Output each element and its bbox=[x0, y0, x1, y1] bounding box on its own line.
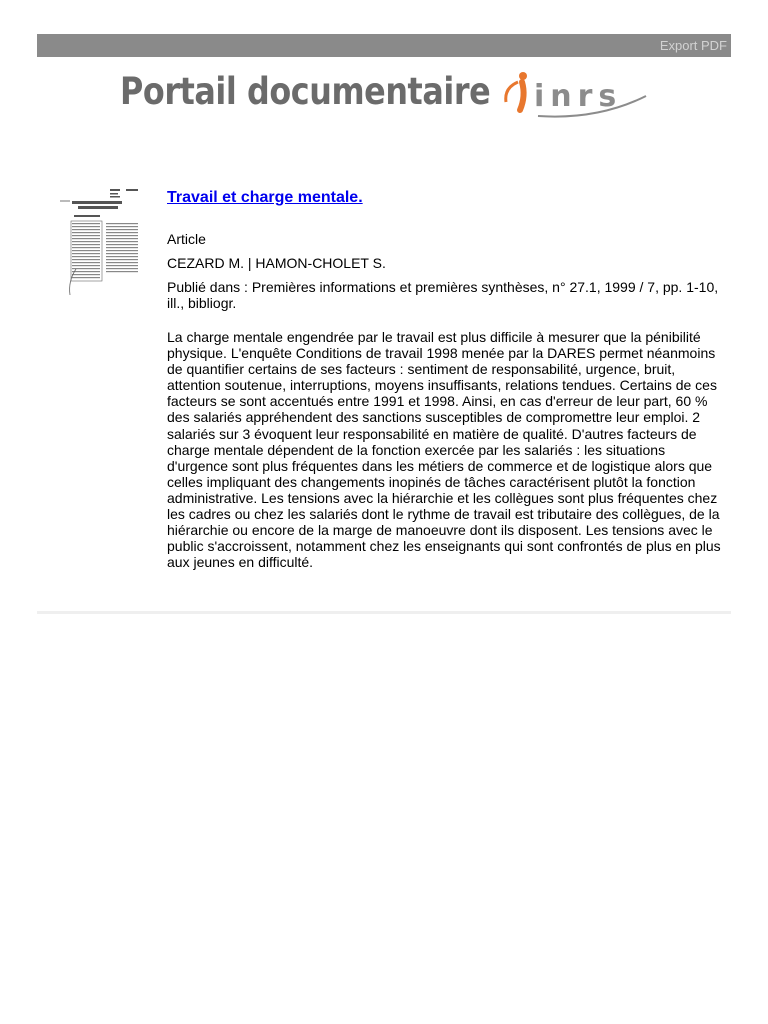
document-thumbnail[interactable] bbox=[50, 185, 150, 300]
header-logo-area bbox=[120, 62, 650, 120]
portal-title: Portail documentaire bbox=[120, 70, 491, 113]
record-title-link[interactable]: Travail et charge mentale. bbox=[167, 189, 363, 206]
logo-text: inrs bbox=[534, 79, 623, 114]
record-abstract: La charge mentale engendrée par le travail est plus difficile à mesurer que la pénibilité physique. L'enquête Conditions de travail 1998 menée par la DARES permet néanmoins de quantifier certains de ses facteurs : sentiment de responsabilité, urgence, bruit, attention soutenue, interruptions, moyens insuffisants, relations tendues. Certains de ces facteurs se sont accentués entre 1991 et 1998. Ainsi, en cas d'erreur de leur part, 60 % des salariés appréhendent des sanctions susceptibles de compromettre leur emploi. 2 salariés sur 3 évoquent leur responsabilité en matière de qualité. D'autres facteurs de charge mentale dépendent de la fonction exercée par les salariés : les situations d'urgence sont plus fréquentes dans les métiers de commerce et de logistique alors que celles impliquant des changements inopinés de tâches caractérisent plutôt la fonction administrative. Les tensions avec la hiérarchie et les collègues sont plus fréquentes chez les cadres ou chez les salariés dont le rythme de travail est tributaire des collègues, de la hiérarchie ou encore de la marge de manoeuvre dont ils disposent. Les tensions avec le public s'accroissent, notamment chez les enseignants qui sont confrontés de plus en plus aux jeunes en difficulté. bbox=[167, 329, 721, 571]
logo-dot bbox=[519, 72, 527, 80]
record-publication: Publié dans : Premières informations et premières synthèses, n° 27.1, 1999 / 7, pp. 1-10, ill., bibliogr. bbox=[167, 279, 719, 311]
divider bbox=[37, 611, 731, 614]
logo-i bbox=[520, 82, 524, 110]
top-bar bbox=[37, 34, 731, 57]
record-authors: CEZARD M. | HAMON-CHOLET S. bbox=[167, 255, 386, 271]
record-type: Article bbox=[167, 231, 206, 247]
export-pdf-link[interactable]: Export PDF bbox=[659, 38, 727, 53]
inrs-logo[interactable] bbox=[498, 66, 650, 120]
logo-swoosh-left bbox=[506, 82, 518, 102]
record-content bbox=[167, 188, 727, 584]
